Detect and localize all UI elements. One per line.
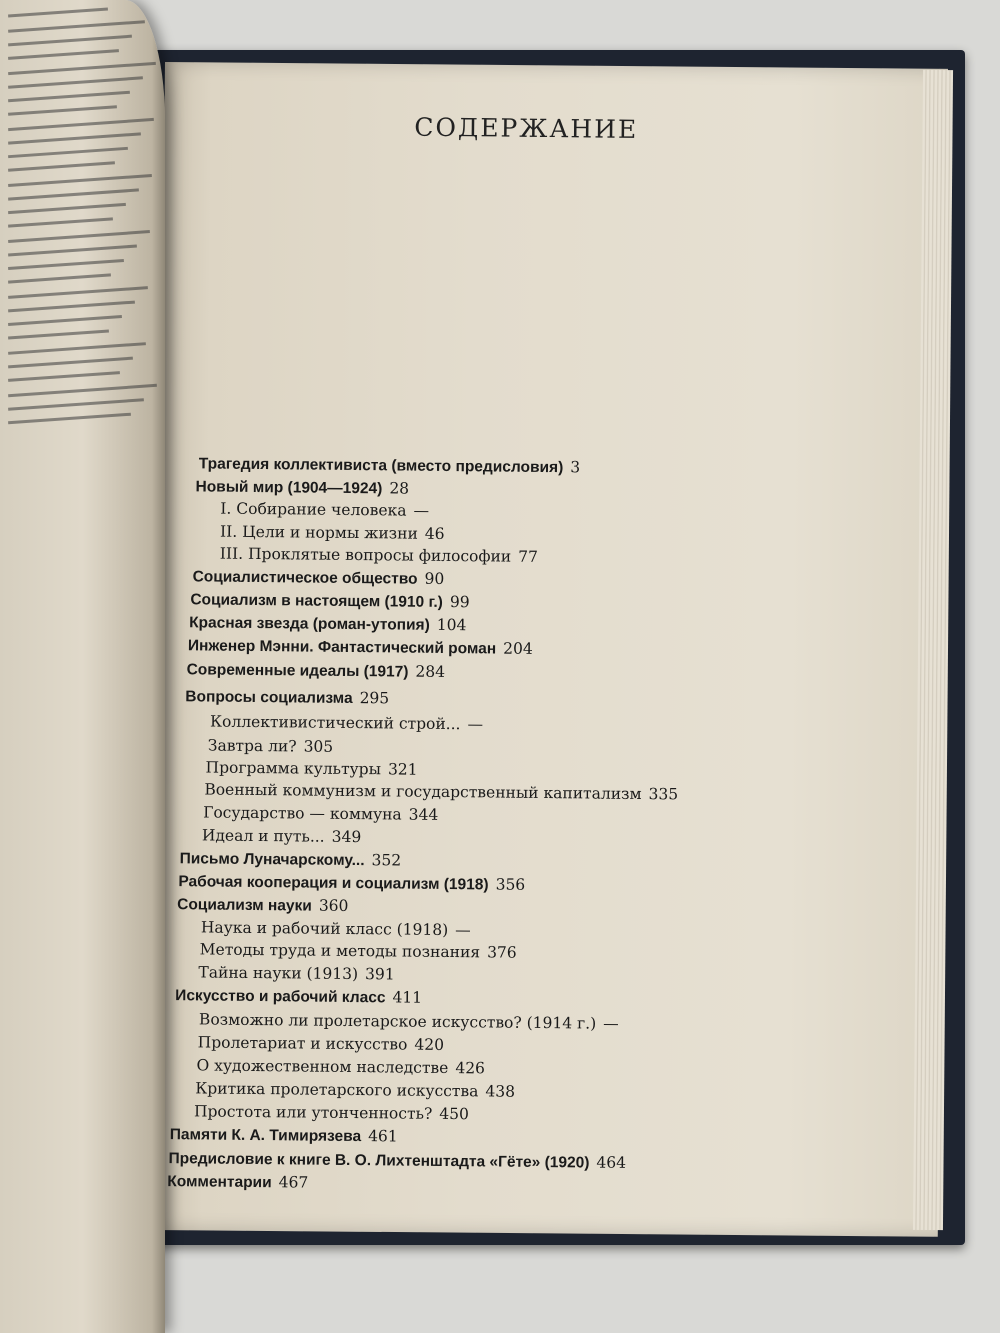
toc-entry [168,1149,626,1173]
toc-entry-page: 352 [371,851,402,870]
toc-entry [220,545,538,566]
toc-entry-title: Комментарии [167,1173,272,1192]
toc-entry-page: 90 [424,569,445,588]
left-page-text-line [8,8,108,18]
left-page-text-line [8,132,141,144]
left-page-text-line [8,398,144,410]
toc-entry-page: 426 [455,1059,486,1078]
left-page-text-line [8,20,145,33]
toc-entry [188,636,533,659]
left-page-text-line [8,105,117,116]
left-page-text-line [8,371,120,382]
toc-entry-title: Военный коммунизм и государственный капитализм [204,780,642,804]
toc-entry [198,1033,444,1054]
toc-entry-title: Возможно ли пролетарское искусство? (1914 г.) [198,1010,597,1033]
toc-entry-page: 46 [424,524,445,543]
toc-entry-page: 321 [387,760,418,779]
toc-entry-page: 104 [436,615,467,635]
left-page-text-line [8,62,156,75]
left-page-text-line [8,286,148,299]
toc-entry-page: 450 [439,1104,469,1124]
toc-entry-page: 464 [596,1153,627,1172]
toc-entry-page: 284 [415,662,446,681]
toc-entry-title: Письмо Луначарскому... [179,850,365,870]
toc-entry-page: 77 [518,547,539,566]
left-page-text-line [8,301,135,313]
toc-entry [170,1125,398,1146]
toc-entry [189,613,466,635]
toc-entry-page: 376 [487,943,517,962]
toc-entry-title: Красная звезда (роман-утопия) [189,614,430,634]
toc-entry-title: Наука и рабочий класс (1918) [200,918,449,940]
toc-entry-title: Коллективистический строй... [210,712,461,734]
toc-entry-title: Социализм науки [177,896,312,915]
left-page-text-line [8,245,137,257]
toc-entry-title: Идеал и путь... [201,826,325,846]
left-page-text-line [8,91,130,103]
toc-entry-page: 28 [389,479,410,498]
left-page-text-line [8,161,115,171]
toc-entry [206,758,418,778]
toc-entry [202,826,362,846]
toc-entry-page: 411 [392,988,423,1007]
toc-entry-page: 295 [359,689,390,708]
toc-entry [195,1079,515,1100]
toc-entry-page: 335 [648,785,679,804]
toc-entry [185,687,389,708]
toc-entry [204,780,678,803]
toc-entry-page: 349 [331,827,362,847]
toc-entry-page: 420 [414,1035,445,1054]
toc-entry [190,590,469,612]
toc-entry-page: 438 [485,1082,516,1101]
toc-entry [210,713,483,734]
toc-entry-title: Критика пролетарского искусства [195,1079,479,1101]
toc-entry-title: Инженер Мэнни. Фантастический роман [187,637,497,658]
toc-entry [220,500,429,520]
toc-entry-page: 461 [368,1127,398,1146]
toc-entry-title: Искусство и рабочий класс [175,987,386,1007]
toc-entry-page: — [467,715,484,734]
left-page-text-line [8,329,109,339]
toc-entry-page: — [413,501,430,520]
toc-entry-title: Современные идеалы (1917) [186,661,409,681]
toc-entry-title: Предисловие к книге В. О. Лихтенштадта «Гёте» (1920) [168,1150,590,1172]
left-page-text-line [8,35,132,47]
toc-entry-title: Пролетариат и искусство [197,1033,408,1054]
toc-entry [187,660,446,682]
left-page-text-line [8,259,124,270]
toc-entry-title: Программа культуры [205,758,382,779]
toc-entry-title: Социалистическое общество [192,568,418,588]
left-page-text-lines [0,0,165,760]
toc-entry-title: Социализм в настоящем (1910 г.) [190,591,443,611]
toc-entry-title: Методы труда и методы познания [199,940,481,962]
left-page-text-line [8,217,113,227]
toc-entry [220,523,445,543]
toc-entry [194,1102,469,1123]
toc-entry-title: II. Цели и нормы жизни [219,522,418,543]
toc-entry [199,1010,619,1032]
toc-entry [196,1056,485,1077]
left-page-text-line [8,315,122,326]
toc-entry [177,895,348,916]
toc-entry-title: Новый мир (1904—1924) [195,478,383,498]
left-page-text-line [8,413,131,425]
toc-entry-page: — [455,921,471,940]
toc-entry-page: — [603,1014,619,1033]
toc-title: СОДЕРЖАНИЕ [414,112,639,144]
toc-entry-page: 305 [303,737,334,756]
toc-entry-title: Простота или утонченность? [193,1102,433,1123]
left-page-text-line [8,357,133,369]
toc-entry [175,986,422,1008]
toc-entry-title: Завтра ли? [207,736,297,756]
toc-entry-page: 3 [570,458,581,477]
toc-entry-page: 360 [318,896,349,915]
toc-entry-title: Рабочая кооперация и социализм (1918) [178,873,489,894]
toc-entry-page: 467 [278,1173,309,1192]
left-page-text-line [8,273,111,283]
toc-entry [180,849,402,870]
toc-entry [193,567,445,589]
toc-entry [199,454,581,477]
toc-entry-title: Государство — коммуна [203,803,402,824]
left-page-text-line [8,76,143,88]
left-page-text-line [8,203,126,214]
left-page-text-line [8,147,128,158]
toc-entry [208,736,334,755]
left-page-text-line [8,188,139,200]
table-of-contents [153,62,925,1238]
toc-entry-page: 204 [503,639,533,658]
toc-entry-page: 344 [408,805,439,824]
toc-entry-title: Памяти К. А. Тимирязева [169,1126,362,1146]
toc-entry-page: 99 [449,593,470,612]
toc-entry [200,940,517,961]
toc-entry [203,803,438,823]
left-page-text-line [8,384,157,397]
left-page-text-line [8,230,150,243]
toc-entry-page: 391 [364,965,395,984]
left-page [0,0,165,1333]
toc-entry [167,1172,308,1192]
toc-entry-title: Вопросы социализма [185,688,353,707]
toc-entry [178,872,525,895]
toc-entry-title: О художественном наследстве [196,1056,449,1078]
left-page-text-line [8,342,146,355]
toc-entry [201,918,471,939]
toc-entry-title: III. Проклятые вопросы философии [219,544,512,566]
left-page-text-line [8,174,152,187]
toc-entry [195,477,409,498]
toc-entry-page: 356 [495,875,526,894]
toc-entry [198,963,394,983]
left-page-text-line [8,118,154,131]
toc-entry-title: Тайна науки (1913) [198,963,359,984]
left-page-text-line [8,49,119,60]
toc-entry-title: Трагедия коллективиста (вместо предисловия) [198,455,564,477]
toc-entry-title: I. Собирание человека [220,499,407,520]
